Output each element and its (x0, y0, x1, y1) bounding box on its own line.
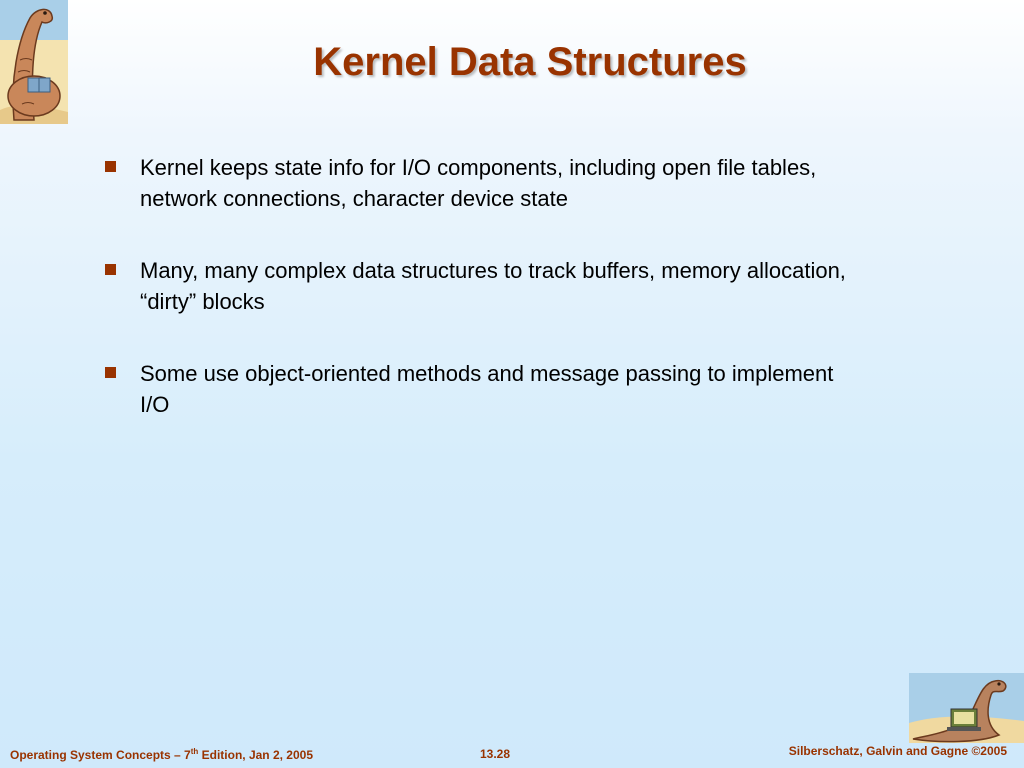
bullet-item (104, 255, 864, 317)
bullet-text: Some use object-oriented methods and message passing to implement I/O (140, 361, 834, 417)
page-title: Kernel Data Structures (313, 40, 747, 84)
bullet-item (104, 152, 864, 214)
bullet-text: Kernel keeps state info for I/O components, including open file tables, network connections, character device state (140, 155, 817, 211)
bullet-list (104, 152, 864, 461)
page-number: 13.28 (480, 747, 511, 761)
footer (0, 740, 1024, 768)
footer-copyright: Silberschatz, Galvin and Gagne ©2005 (788, 744, 1007, 758)
square-bullet-icon (105, 161, 116, 172)
dinosaur-laptop-icon (909, 673, 1024, 743)
square-bullet-icon (105, 264, 116, 275)
bullet-text: Many, many complex data structures to track buffers, memory allocation, “dirty” blocks (140, 258, 846, 314)
square-bullet-icon (105, 367, 116, 378)
bullet-item (104, 358, 864, 420)
footer-edition: Operating System Concepts – 7th Edition, Jan 2, 2005 (10, 747, 314, 762)
